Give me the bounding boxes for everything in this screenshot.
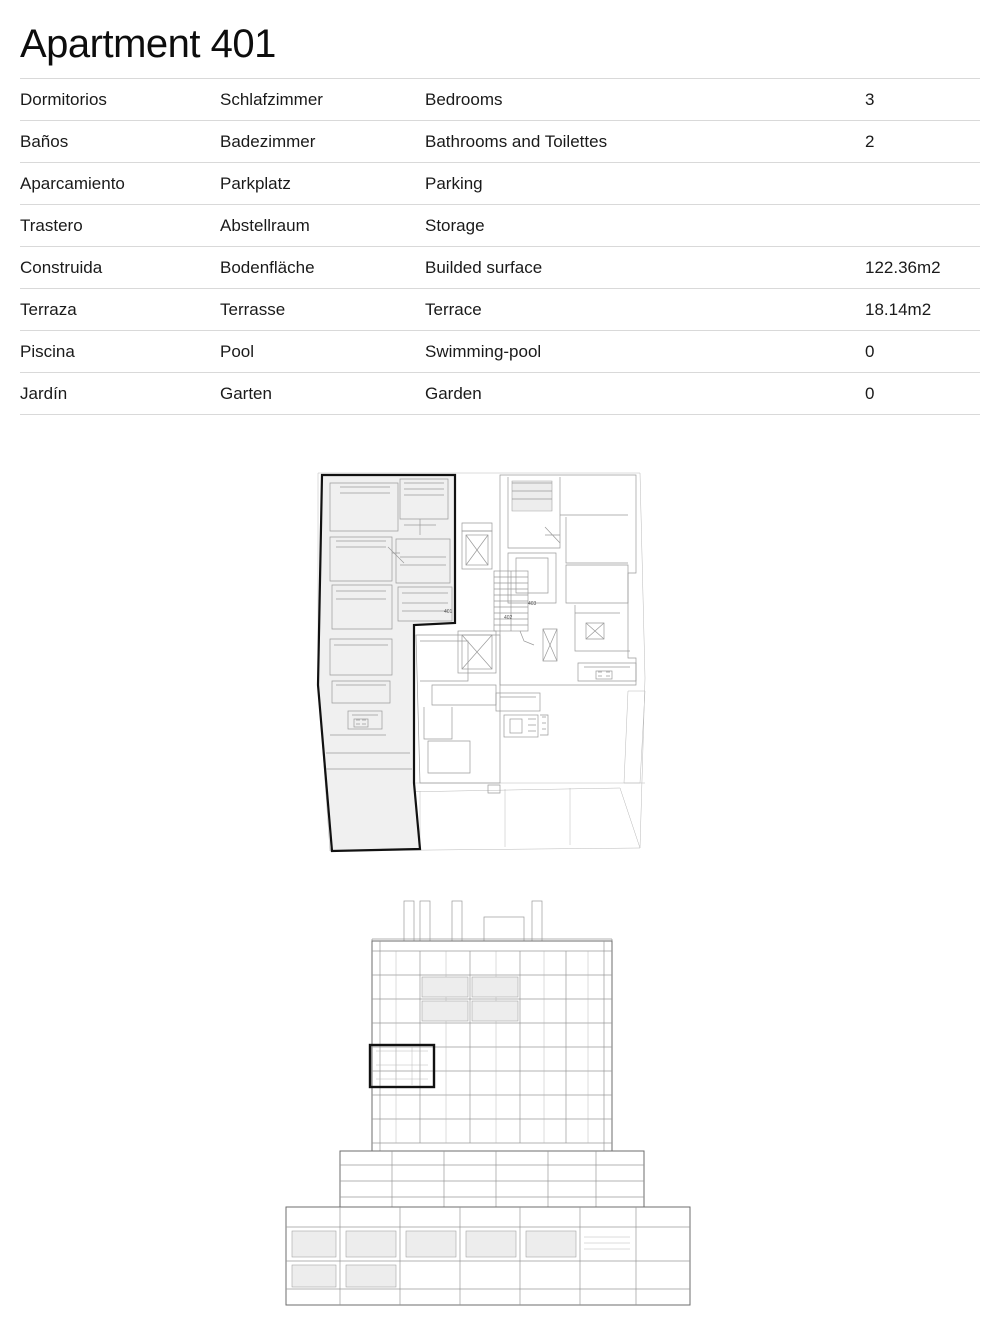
spec-label-de: Bodenfläche — [220, 247, 425, 289]
spec-value: 18.14m2 — [865, 289, 980, 331]
spec-label-en: Terrace — [425, 289, 865, 331]
elevation-podium — [286, 1151, 690, 1305]
spec-label-de: Parkplatz — [220, 163, 425, 205]
unit-label-401: 401 — [444, 609, 453, 615]
table-row — [20, 121, 980, 163]
spec-label-de: Terrasse — [220, 289, 425, 331]
spec-table-body — [20, 79, 980, 415]
spec-label-es: Construida — [20, 247, 220, 289]
spec-label-es: Trastero — [20, 205, 220, 247]
spec-label-de: Pool — [220, 331, 425, 373]
unit-label-403: 403 — [528, 601, 537, 607]
building-elevation-drawing — [0, 893, 1000, 1313]
table-row — [20, 289, 980, 331]
spec-label-en: Garden — [425, 373, 865, 415]
unit-label-402: 402 — [504, 615, 513, 621]
spec-label-es: Jardín — [20, 373, 220, 415]
spec-value: 2 — [865, 121, 980, 163]
spec-value: 0 — [865, 373, 980, 415]
spec-value: 122.36m2 — [865, 247, 980, 289]
drawings-section — [20, 453, 980, 1313]
floor-plan-container — [0, 453, 1000, 873]
table-row — [20, 331, 980, 373]
spec-label-en: Builded surface — [425, 247, 865, 289]
page-title: Apartment 401 — [20, 22, 276, 66]
elevation-roof-elements — [372, 901, 612, 951]
floor-plan-drawing — [0, 453, 1000, 873]
spec-value — [865, 163, 980, 205]
spec-label-de: Schlafzimmer — [220, 79, 425, 121]
spec-label-de: Garten — [220, 373, 425, 415]
spec-label-de: Abstellraum — [220, 205, 425, 247]
spec-label-es: Dormitorios — [20, 79, 220, 121]
table-row — [20, 373, 980, 415]
spec-label-en: Parking — [425, 163, 865, 205]
spec-label-de: Badezimmer — [220, 121, 425, 163]
spec-label-en: Bathrooms and Toilettes — [425, 121, 865, 163]
highlighted-floor-401[interactable] — [370, 1045, 434, 1087]
document-page — [0, 22, 1000, 1344]
table-row — [20, 247, 980, 289]
spec-value — [865, 205, 980, 247]
spec-label-en: Bedrooms — [425, 79, 865, 121]
table-row — [20, 163, 980, 205]
spec-value: 3 — [865, 79, 980, 121]
spec-label-en: Swimming-pool — [425, 331, 865, 373]
elevation-container — [0, 893, 1000, 1313]
spec-label-en: Storage — [425, 205, 865, 247]
apartment-spec-table — [20, 78, 980, 415]
table-row — [20, 205, 980, 247]
spec-label-es: Baños — [20, 121, 220, 163]
table-row — [20, 79, 980, 121]
spec-label-es: Piscina — [20, 331, 220, 373]
spec-label-es: Aparcamiento — [20, 163, 220, 205]
spec-label-es: Terraza — [20, 289, 220, 331]
highlighted-unit-401[interactable] — [318, 475, 455, 851]
spec-value: 0 — [865, 331, 980, 373]
